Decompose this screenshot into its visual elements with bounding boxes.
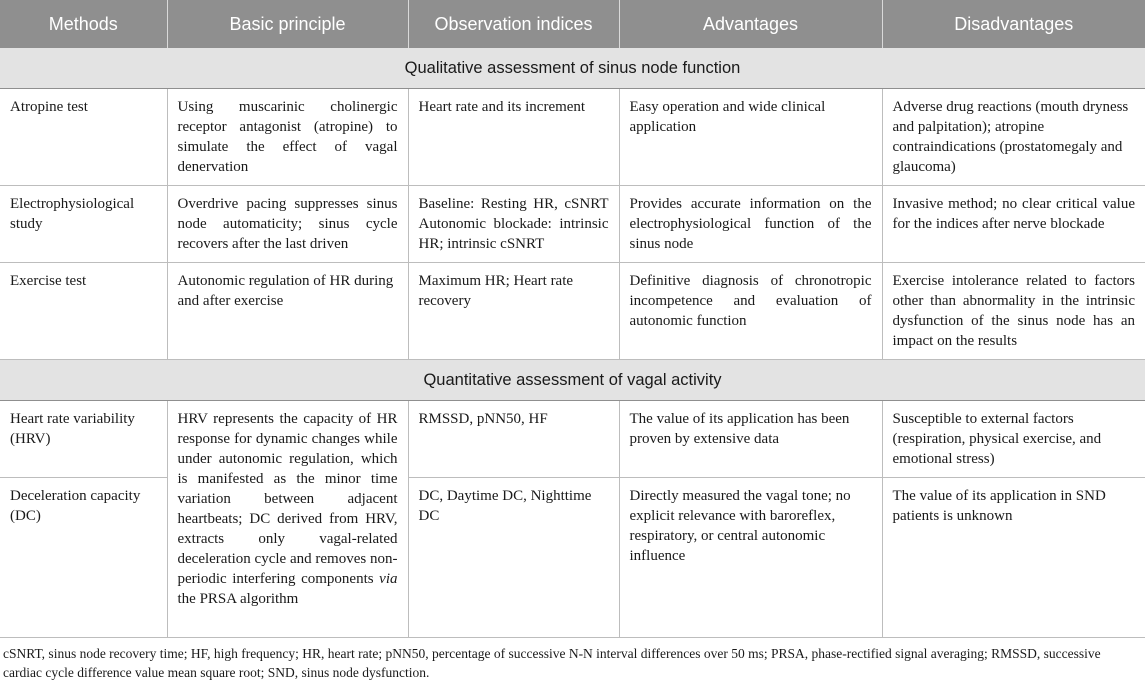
section-title: Quantitative assessment of vagal activity bbox=[0, 360, 1145, 401]
header-advantages: Advantages bbox=[619, 0, 882, 48]
cell-principle-shared bbox=[167, 401, 408, 638]
table-footnote: cSNRT, sinus node recovery time; HF, high frequency; HR, heart rate; pNN50, percentage of successive N-N interval differences over 50 ms; PRSA, phase-rectified signal averaging; RMSSD, successive cardiac cycle difference value mean square root; SND, sinus node dysfunction. bbox=[3, 646, 1101, 680]
table-row bbox=[0, 89, 1145, 186]
cell-indices: RMSSD, pNN50, HF bbox=[408, 401, 619, 478]
cell-advantages: Directly measured the vagal tone; no explicit relevance with baroreflex, respiratory, or central autonomic influence bbox=[619, 478, 882, 638]
cell-disadvantages: Invasive method; no clear critical value for the indices after nerve blockade bbox=[882, 186, 1145, 263]
cell-advantages: The value of its application has been proven by extensive data bbox=[619, 401, 882, 478]
cell-method: Electrophysiological study bbox=[0, 186, 167, 263]
cell-advantages: Easy operation and wide clinical application bbox=[619, 89, 882, 186]
cell-disadvantages: Adverse drug reactions (mouth dryness and palpitation); atropine contraindications (prostatomegaly and glaucoma) bbox=[882, 89, 1145, 186]
cell-advantages: Definitive diagnosis of chronotropic incompetence and evaluation of autonomic function bbox=[619, 263, 882, 360]
cell-advantages: Provides accurate information on the electrophysiological function of the sinus node bbox=[619, 186, 882, 263]
table-row bbox=[0, 401, 1145, 478]
header-basic-principle: Basic principle bbox=[167, 0, 408, 48]
cell-method: Heart rate variability (HRV) bbox=[0, 401, 167, 478]
cell-principle: Autonomic regulation of HR during and after exercise bbox=[167, 263, 408, 360]
table-row bbox=[0, 263, 1145, 360]
cell-method: Deceleration capacity (DC) bbox=[0, 478, 167, 638]
cell-indices: Baseline: Resting HR, cSNRT Autonomic blockade: intrinsic HR; intrinsic cSNRT bbox=[408, 186, 619, 263]
cell-indices: Maximum HR; Heart rate recovery bbox=[408, 263, 619, 360]
cell-indices: DC, Daytime DC, Nighttime DC bbox=[408, 478, 619, 638]
principle-text-pre: HRV represents the capacity of HR response for dynamic changes while under autonomic regulation, which is manifested as the minor time variation between adjacent heartbeats; DC derived from HRV, extracts only vagal-related deceleration cycle and removes non-periodic interfering components bbox=[177, 411, 398, 587]
cell-disadvantages: Susceptible to external factors (respiration, physical exercise, and emotional stress) bbox=[882, 401, 1145, 478]
header-methods: Methods bbox=[0, 0, 167, 48]
header-row bbox=[0, 0, 1145, 48]
table-row bbox=[0, 186, 1145, 263]
cell-disadvantages: Exercise intolerance related to factors other than abnormality in the intrinsic dysfunction of the sinus node has an impact on the results bbox=[882, 263, 1145, 360]
cell-method: Exercise test bbox=[0, 263, 167, 360]
cell-principle: Using muscarinic cholinergic receptor antagonist (atropine) to simulate the effect of vagal denervation bbox=[167, 89, 408, 186]
cell-method: Atropine test bbox=[0, 89, 167, 186]
header-observation-indices: Observation indices bbox=[408, 0, 619, 48]
principle-text-italic: via bbox=[379, 571, 398, 587]
cell-disadvantages: The value of its application in SND patients is unknown bbox=[882, 478, 1145, 638]
cell-indices: Heart rate and its increment bbox=[408, 89, 619, 186]
section-title: Qualitative assessment of sinus node function bbox=[0, 48, 1145, 89]
section-row-qualitative bbox=[0, 48, 1145, 89]
section-row-quantitative bbox=[0, 360, 1145, 401]
header-disadvantages: Disadvantages bbox=[882, 0, 1145, 48]
cell-principle: Overdrive pacing suppresses sinus node automaticity; sinus cycle recovers after the last driven bbox=[167, 186, 408, 263]
principle-text-post: the PRSA algorithm bbox=[177, 591, 299, 607]
